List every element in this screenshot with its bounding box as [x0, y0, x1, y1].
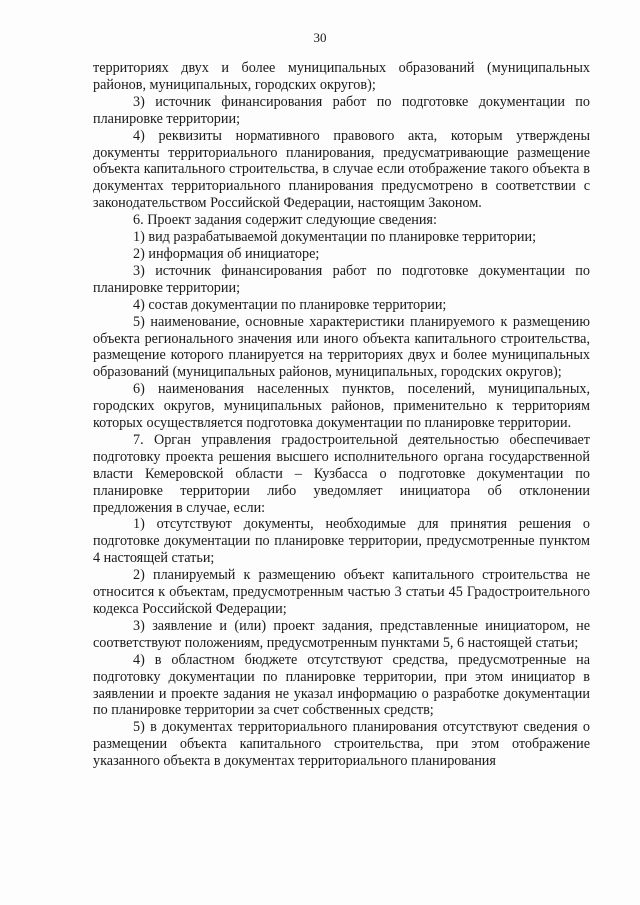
paragraph: 3) заявление и (или) проект задания, представленные инициатором, не соответствуют положениям, предусмотренным пунктами 5, 6 настоящей статьи;	[93, 617, 590, 651]
paragraph: 7. Орган управления градостроительной деятельностью обеспечивает подготовку проекта решения высшего исполнительного органа государственной власти Кемеровской области – Кузбасса о подготовке документации по планировке территории либо уведомляет инициатора об отклонении предложения в случае, если:	[93, 431, 590, 516]
paragraph: 3) источник финансирования работ по подготовке документации по планировке территории;	[93, 93, 590, 127]
page-number: 30	[313, 30, 327, 45]
paragraph: 1) вид разрабатываемой документации по планировке территории;	[133, 229, 537, 246]
document-body	[93, 60, 590, 770]
paragraph: территориях двух и более муниципальных образований (муниципальных районов, муниципальных, городских округов);	[93, 60, 590, 93]
paragraph: 3) источник финансирования работ по подготовке документации по планировке территории;	[93, 262, 590, 296]
paragraph: 5) в документах территориального планирования отсутствуют сведения о размещении объекта капитального строительства, при этом отображение указанного объекта в документах территориального планирования	[93, 719, 590, 770]
paragraph: 1) отсутствуют документы, необходимые для принятия решения о подготовке документации по планировке территории, предусмотренные пунктом 4 настоящей статьи;	[93, 516, 590, 567]
paragraph: 2) информация об инициаторе;	[133, 245, 320, 262]
paragraph: 2) планируемый к размещению объект капитального строительства не относится к объектам, предусмотренным частью 3 статьи 45 Градостроительного кодекса Российской Федерации;	[93, 567, 590, 617]
paragraph: 4) состав документации по планировке территории;	[133, 296, 447, 313]
paragraph: 6. Проект задания содержит следующие сведения:	[133, 212, 437, 229]
paragraph: 4) в областном бюджете отсутствуют средства, предусмотренные на подготовку документации по планировке территории, при этом инициатор в заявлении и проекте задания не указал информацию о разработке документации по планировке территории за счет собственных средств;	[93, 651, 590, 719]
paragraph: 4) реквизиты нормативного правового акта, которым утверждены документы территориального планирования, предусматривающие размещение объекта капитального строительства, в случае если отображение такого объекта в документах территориального планирования предусмотрено в соответствии с законодательством Российской Федерации, настоящим Законом.	[93, 127, 590, 212]
paragraph: 6) наименования населенных пунктов, поселений, муниципальных, городских округов, муниципальных районов, применительно к территориям которых осуществляется подготовка документации по планировке территории.	[93, 381, 590, 432]
paragraph: 5) наименование, основные характеристики планируемого к размещению объекта регионального значения или иного объекта капитального строительства, размещение которого планируется на территориях двух и более муниципальных образований (муниципальных районов, муниципальных, городских округов);	[93, 313, 590, 381]
